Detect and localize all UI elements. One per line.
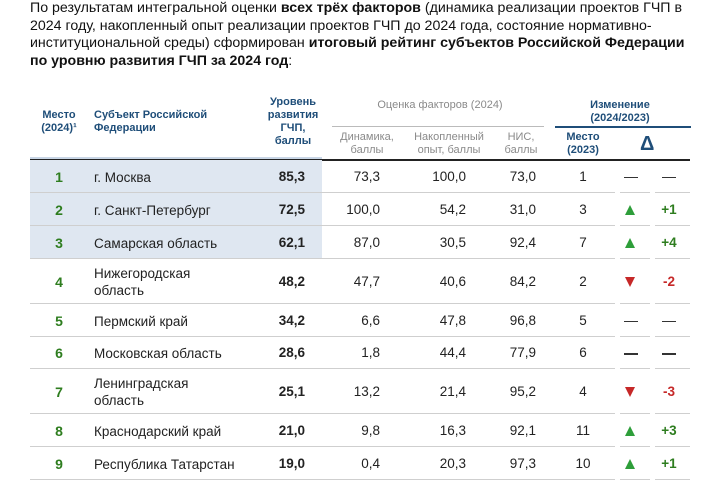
nis-cell: 84,2 [509, 273, 536, 289]
dynamics-cell: 13,2 [353, 383, 380, 399]
gchp-cell: 62,1 [278, 234, 305, 250]
gchp-cell: 48,2 [278, 273, 305, 289]
experience-cell: 54,2 [439, 201, 466, 217]
table-row [30, 369, 690, 414]
gchp-cell: 34,2 [278, 312, 305, 328]
delta-cell: -3 [662, 383, 675, 399]
place2023-cell: 10 [575, 455, 591, 471]
rank-cell: 6 [55, 345, 63, 361]
table-row [30, 160, 690, 193]
rank-cell: 5 [55, 312, 63, 329]
header-rank: Место (2024)¹ [41, 109, 77, 134]
rank-cell: 4 [55, 273, 63, 290]
table-row [30, 259, 690, 304]
intro-bold-1: всех трёх факторов [280, 0, 421, 16]
subject-cell: Ленинградская область [94, 375, 189, 408]
intro-bold-2: итоговый рейтинг субъектов Российской Федерации по уровню развития ГЧП за 2024 год [30, 35, 685, 69]
nis-cell: 31,0 [509, 201, 536, 217]
delta-none-icon [662, 321, 676, 323]
header-nis: НИС, баллы [504, 131, 538, 156]
subject-cell: Самарская область [94, 235, 218, 251]
subject-cell: Московская область [94, 346, 222, 361]
experience-cell: 21,4 [439, 383, 466, 399]
table-row [30, 337, 690, 369]
rank-cell: 8 [55, 422, 63, 439]
trend-up-icon [625, 459, 635, 469]
dynamics-cell: 1,8 [361, 345, 380, 360]
subject-cell: Нижегородская область [94, 265, 191, 298]
trend-up-icon [625, 426, 635, 436]
subject-cell: Республика Татарстан [94, 456, 235, 472]
header-change-group: Изменение (2024/2023) [590, 99, 650, 124]
experience-cell: 44,4 [439, 345, 466, 360]
gchp-cell: 25,1 [278, 383, 305, 399]
rank-cell: 2 [55, 201, 63, 218]
rank-cell: 9 [55, 455, 63, 472]
nis-cell: 97,3 [509, 455, 536, 471]
dynamics-cell: 73,3 [353, 168, 380, 184]
place2023-cell: 2 [579, 273, 587, 289]
experience-cell: 16,3 [439, 422, 466, 438]
dynamics-cell: 6,6 [361, 312, 380, 328]
delta-none-icon [662, 177, 676, 179]
gchp-cell: 28,6 [278, 345, 305, 360]
gchp-cell: 19,0 [278, 455, 305, 471]
place2023-cell: 5 [579, 312, 587, 328]
rank-cell: 1 [55, 168, 63, 185]
gchp-cell: 72,5 [278, 201, 305, 217]
intro-text-1: По результатам интегральной оценки [30, 0, 281, 16]
table-row [30, 414, 690, 447]
table-row [30, 226, 690, 259]
nis-cell: 96,8 [509, 312, 536, 328]
header-divider-factors [332, 126, 544, 127]
trend-down-icon [625, 277, 635, 287]
table-row [30, 304, 690, 337]
delta-cell: -2 [662, 273, 675, 289]
experience-cell: 100,0 [432, 168, 466, 184]
table-row [30, 193, 690, 226]
subject-cell: г. Санкт-Петербург [94, 202, 211, 218]
delta-cell: +1 [661, 201, 677, 217]
place2023-cell: 4 [579, 383, 587, 399]
subject-cell: Пермский край [94, 313, 188, 329]
nis-cell: 92,1 [509, 422, 536, 438]
dynamics-cell: 47,7 [353, 273, 380, 289]
nis-cell: 77,9 [509, 345, 536, 360]
trend-none-icon [624, 321, 638, 323]
dynamics-cell: 0,4 [361, 455, 380, 471]
rank-cell: 3 [55, 234, 63, 251]
experience-cell: 47,8 [439, 312, 466, 328]
nis-cell: 73,0 [509, 168, 536, 184]
subject-cell: Краснодарский край [94, 423, 222, 439]
dynamics-cell: 9,8 [361, 422, 380, 438]
experience-cell: 20,3 [439, 455, 466, 471]
intro-text-3: : [288, 52, 293, 69]
experience-cell: 40,6 [439, 273, 466, 289]
delta-cell: +3 [661, 422, 677, 438]
header-place2023: Место (2023) [566, 131, 600, 156]
delta-cell: +4 [661, 234, 677, 250]
rank-cell: 7 [55, 383, 63, 400]
gchp-cell: 21,0 [278, 422, 305, 438]
header-gchp: Уровень развития ГЧП, баллы [267, 96, 319, 147]
intro-paragraph [30, 0, 700, 70]
delta-none-icon [662, 353, 676, 355]
trend-none-icon [624, 353, 638, 355]
header-subject: Субъект Российской Федерации [94, 109, 208, 134]
header-divider-change [555, 126, 691, 128]
place2023-cell: 6 [579, 345, 587, 360]
place2023-cell: 3 [579, 201, 587, 217]
nis-cell: 92,4 [509, 234, 536, 250]
table-row [30, 447, 690, 480]
experience-cell: 30,5 [439, 234, 466, 250]
subject-cell: г. Москва [94, 169, 151, 185]
trend-up-icon [625, 238, 635, 248]
dynamics-cell: 100,0 [346, 201, 380, 217]
place2023-cell: 1 [579, 168, 587, 184]
nis-cell: 95,2 [509, 383, 536, 399]
delta-cell: +1 [661, 455, 677, 471]
header-factors-group: Оценка факторов (2024) [377, 99, 503, 111]
gchp-cell: 85,3 [278, 168, 305, 184]
delta-icon: Δ [640, 133, 655, 155]
header-dynamics: Динамика, баллы [340, 131, 394, 156]
trend-down-icon [625, 387, 635, 397]
place2023-cell: 7 [579, 234, 587, 250]
trend-none-icon [624, 177, 638, 179]
intro-text-2: (динамика реализации проектов ГЧП в 2024 году, накопленный опыт реализации проектов ГЧП до 2024 года, состояние нормативно-институциональной среды) сформирован [30, 0, 682, 52]
header-experience: Накопленный опыт, баллы [414, 131, 484, 156]
trend-up-icon [625, 205, 635, 215]
place2023-cell: 11 [575, 422, 590, 438]
dynamics-cell: 87,0 [353, 234, 380, 250]
